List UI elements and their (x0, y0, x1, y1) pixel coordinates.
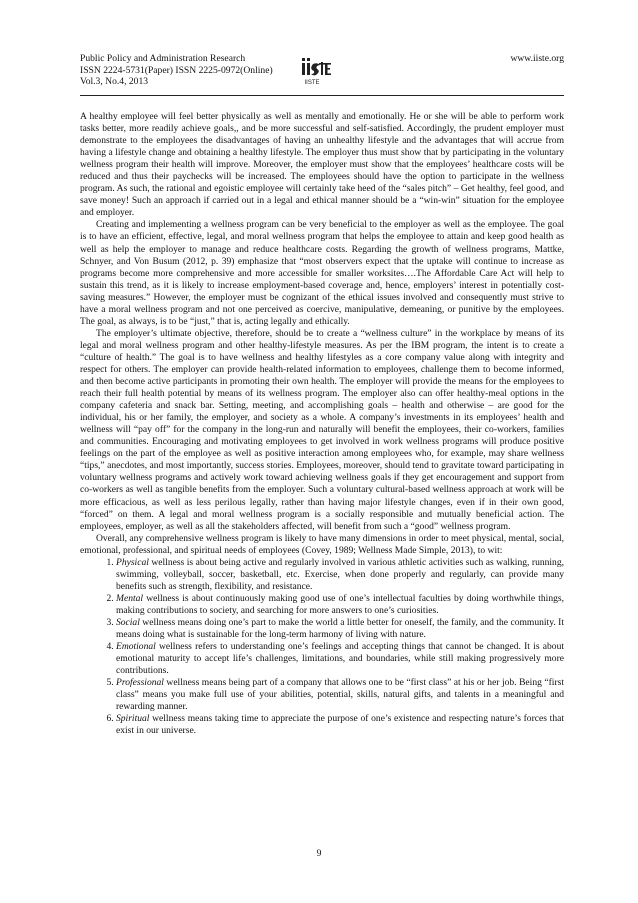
paragraph: Overall, any comprehensive wellness program is likely to have many dimensions in order to meet physical, mental, social, emotional, professional, and spiritual needs of employees (Covey, 1989; Wellness Made Simple, 2013), to wit: (80, 532, 564, 556)
body-text (80, 111, 564, 737)
wellness-dimensions-list (80, 557, 564, 738)
list-item-text: wellness is about continuously making good use of one’s intellectual faculties by doing worthwhile things, making contributions to society, and searching for more answers to one’s curiosities. (116, 592, 564, 616)
paragraph: A healthy employee will feel better physically as well as mentally and emotionally. He or she will be able to perform work tasks better, more readily achieve goals,, and be more successful and self-satisfied. Accordingly, the prudent employer must demonstrate to the employees the disadvantages of having an unhealthy lifestyle and the advantages that will accrue from having a lifestyle change and obtaining a healthy lifestyle. The employer thus must show that by participating in the voluntary wellness program their health will improve. Moreover, the employer must show that the employees’ healthcare costs will be reduced and thus their paychecks will be increased. The employees should have the option to participate in the wellness program. As such, the rational and egoistic employee will certainly take heed of the “sales pitch” – Get healthy, feel good, and save money! Such an approach if carried out in a legal and ethical manner should be a “win-win” situation for the employee and employer. (80, 111, 564, 219)
header-rule (80, 95, 564, 96)
list-item-term: Emotional (116, 641, 156, 653)
list-item (116, 557, 564, 593)
list-item (116, 641, 564, 677)
list-item-text: wellness means being part of a company that allows one to be “first class” at his or her job. Being “first class” means you make full use of your abilities, potential, skills, natural gifts, and talents in a meaningful and rewarding manner. (116, 677, 564, 713)
journal-url[interactable]: www.iiste.org (510, 53, 564, 64)
journal-volume: Vol.3, No.4, 2013 (80, 76, 149, 88)
list-item (116, 713, 564, 737)
list-item-text: wellness is about being active and regularly involved in various athletic activities such as walking, running, swimming, volleyball, soccer, basketball, etc. Exercise, when done properly and regularly, can provide many benefits such as strength, flexibility, and resistance. (116, 556, 564, 592)
list-item-text: wellness refers to understanding one’s feelings and accepting things that cannot be changed. It is about emotional maturity to accept life’s challenges, limitations, and boundaries, while still making progressively more contributions. (116, 641, 564, 677)
journal-title: Public Policy and Administration Research (80, 53, 246, 64)
list-item-term: Spiritual (116, 713, 150, 725)
list-item-term: Professional (116, 677, 164, 689)
list-item (116, 617, 564, 641)
list-item-text: wellness means doing one’s part to make the world a little better for oneself, the family, and the community. It means doing what is sustainable for the long-term harmony of living with nature. (116, 616, 564, 641)
paragraph: Creating and implementing a wellness program can be very beneficial to the employer as well as the employee. The goal is to have an efficient, effective, legal, and moral wellness program that helps the employee to attain and keep good health as well as help the employer to manage and reduce healthcare costs. Regarding the growth of wellness programs, Mattke, Schnyer, and Von Busum (2012, p. 39) emphasize that “most observers expect that the uptake will continue to increase as programs become more comprehensive and more accessible for smaller worksites….The Affordable Care Act will help to sustain this trend, as it is likely to increase employment-based coverage and, hence, employers’ interest in potentially cost-saving measures.” However, the employer must be cognizant of the ethical issues involved and consequently must strive to have a moral wellness program and not one perceived as coercive, manipulative, demeaning, or punitive by the employees. The goal, as always, is to be “just,” that is, acting legally and ethically. (80, 219, 564, 327)
running-header (80, 53, 564, 88)
paragraph: The employer’s ultimate objective, therefore, should be to create a “wellness culture” in the workplace by means of its legal and moral wellness program and other healthy-lifestyle measures. As per the IBM program, the intent is to create a “culture of health.” The goal is to have wellness and healthy lifestyles as a core company value along with integrity and respect for others. The employer can provide health-related information to employees, challenge them to become informed, and then become active participants in promoting their own health. The employer will provide the means for the employees to reach their full health potential by means of its wellness program. The employer also can offer healthy-meal options in the company cafeteria and snack bar. Setting, meeting, and accomplishing goals – health and otherwise – are good for the individual, his or her family, the employer, and society as a whole. A company’s investments in its employees’ health and wellness will “pay off” for the company in the long-run and naturally will benefit the employees, their co-workers, families and communities. Encouraging and motivating employees to get involved in work wellness programs will produce positive feelings on the part of the employee as well as positive interaction among employees who, for example, may share wellness “tips,” anecdotes, and most importantly, success stories. Employees, moreover, should tend to gravitate toward participating in voluntary wellness programs and actively work toward achieving wellness goals if they get encouragement and support from co-workers as well as tangible benefits from the employer. Such a voluntary cultural-based wellness approach at work will be more efficacious, as well as less perilous legally, rather than having major lifestyle changes, even if in their own good, “forced” on them. A legal and moral wellness program is a socially responsible and mutually beneficial action. The employees, employer, as well as all the stakeholders affected, will benefit from such a “good” wellness program. (80, 327, 564, 532)
page-number: 9 (316, 848, 322, 859)
list-item-text: wellness means taking time to appreciate the purpose of one’s existence and respecting nature’s forces that exist in our universe. (116, 713, 564, 737)
iiste-logo (292, 57, 332, 87)
list-item (116, 677, 564, 713)
list-item-term: Social (116, 616, 140, 628)
list-item-term: Physical (116, 556, 149, 568)
journal-issn: ISSN 2224-5731(Paper) ISSN 2225-0972(Online) (80, 64, 273, 76)
list-item-term: Mental (116, 592, 144, 604)
list-item (116, 593, 564, 617)
logo-text: IISTE (304, 80, 320, 86)
